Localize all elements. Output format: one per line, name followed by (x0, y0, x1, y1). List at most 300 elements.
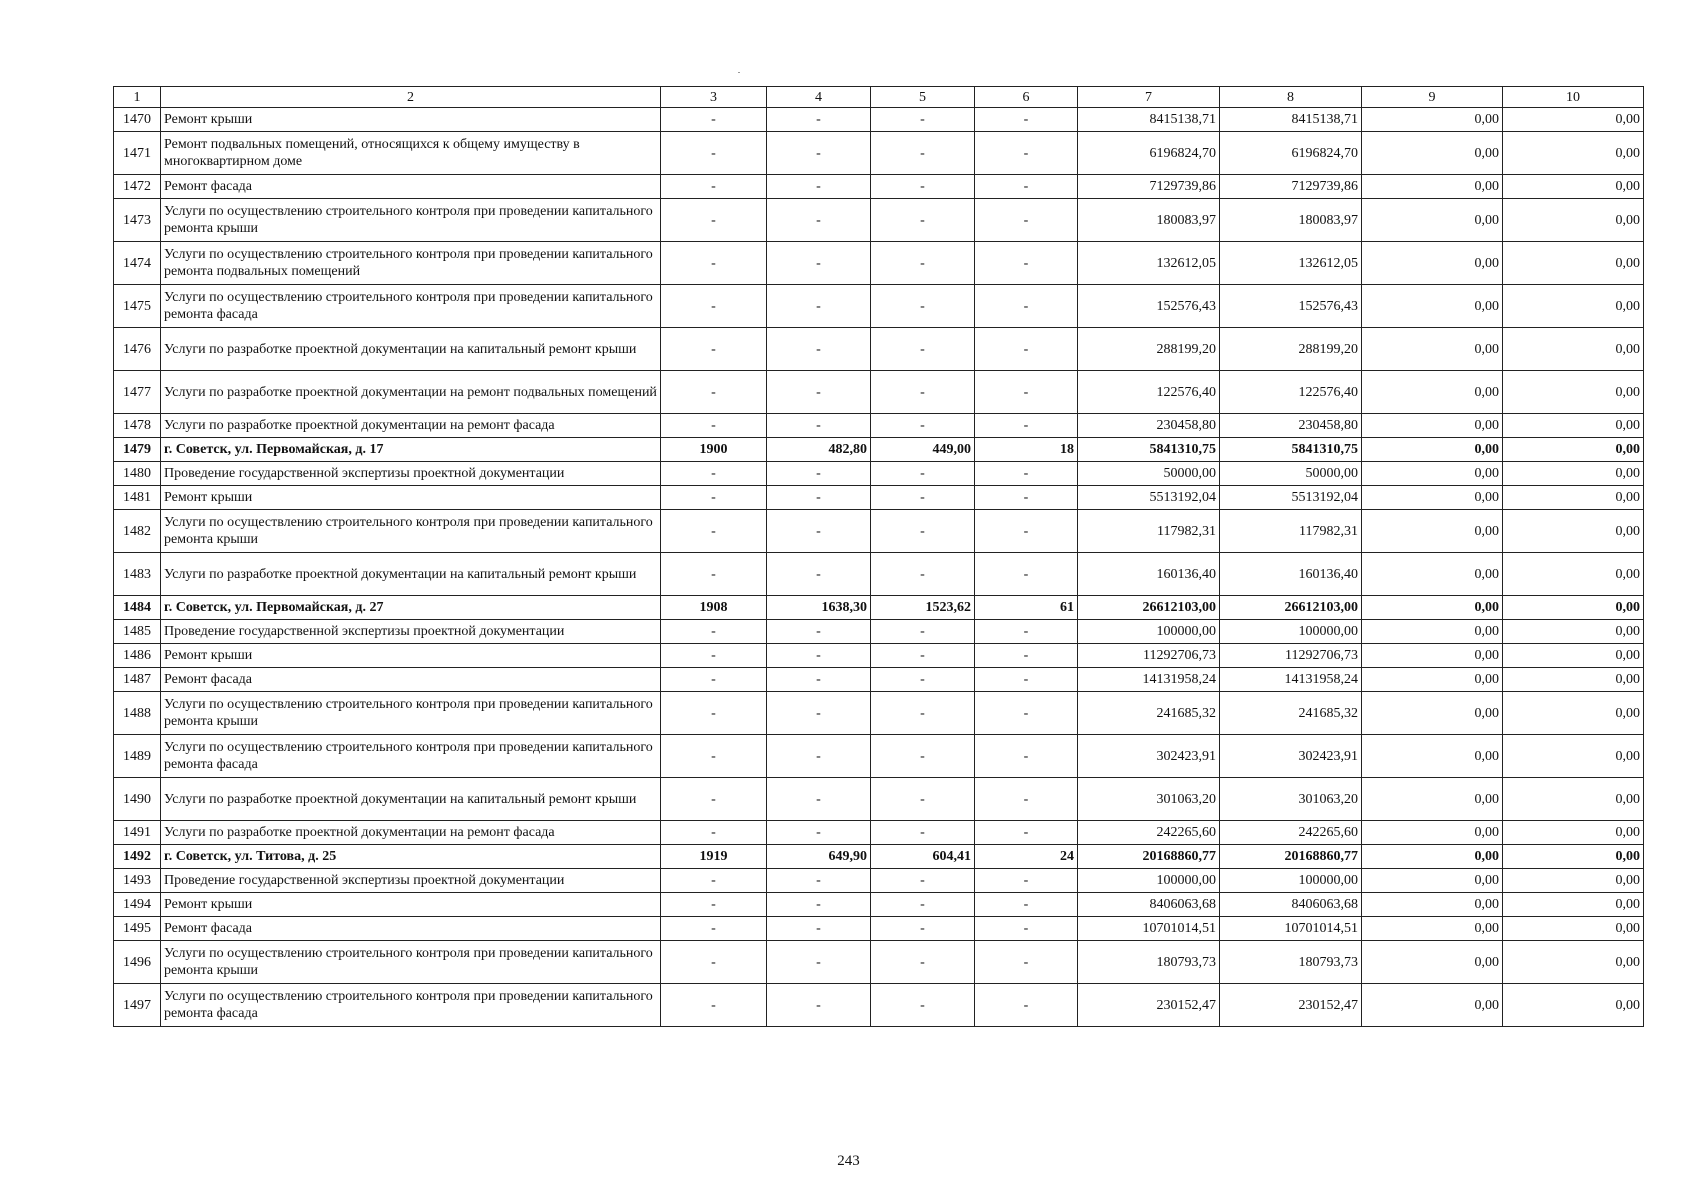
area-cell: - (767, 869, 871, 893)
cost-budget-cell: 0,00 (1362, 692, 1503, 735)
cost-other-cell: 0,00 (1503, 644, 1644, 668)
living-area-cell: - (871, 553, 975, 596)
year-cell: - (661, 869, 767, 893)
table-row (114, 553, 1644, 596)
cost-fund-cell: 10701014,51 (1220, 917, 1362, 941)
area-cell: - (767, 328, 871, 371)
cost-total-cell: 8415138,71 (1078, 108, 1220, 132)
cost-fund-cell: 241685,32 (1220, 692, 1362, 735)
residents-cell: - (975, 778, 1078, 821)
description-cell: Ремонт крыши (161, 644, 661, 668)
living-area-cell: - (871, 285, 975, 328)
table-row (114, 893, 1644, 917)
cost-fund-cell: 288199,20 (1220, 328, 1362, 371)
cost-total-cell: 122576,40 (1078, 371, 1220, 414)
residents-cell: - (975, 462, 1078, 486)
year-cell: - (661, 510, 767, 553)
cost-budget-cell: 0,00 (1362, 984, 1503, 1027)
row-number-cell: 1487 (114, 668, 161, 692)
living-area-cell: - (871, 917, 975, 941)
residents-cell: - (975, 486, 1078, 510)
row-number-cell: 1490 (114, 778, 161, 821)
year-cell: - (661, 917, 767, 941)
cost-other-cell: 0,00 (1503, 132, 1644, 175)
table-row (114, 984, 1644, 1027)
capital-repair-table (113, 86, 1644, 1027)
description-cell: Услуги по осуществлению строительного контроля при проведении капитального ремонта фасада (161, 984, 661, 1027)
year-cell: - (661, 778, 767, 821)
cost-other-cell: 0,00 (1503, 510, 1644, 553)
living-area-cell: - (871, 735, 975, 778)
cost-budget-cell: 0,00 (1362, 175, 1503, 199)
year-cell: - (661, 242, 767, 285)
cost-budget-cell: 0,00 (1362, 869, 1503, 893)
table-body (114, 108, 1644, 1027)
cost-other-cell: 0,00 (1503, 486, 1644, 510)
table-row (114, 462, 1644, 486)
living-area-cell: - (871, 668, 975, 692)
cost-fund-cell: 8415138,71 (1220, 108, 1362, 132)
cost-budget-cell: 0,00 (1362, 941, 1503, 984)
column-header: 8 (1220, 87, 1362, 108)
cost-total-cell: 7129739,86 (1078, 175, 1220, 199)
year-cell: - (661, 462, 767, 486)
area-cell: - (767, 917, 871, 941)
residents-cell: 24 (975, 845, 1078, 869)
living-area-cell: - (871, 984, 975, 1027)
year-cell: - (661, 199, 767, 242)
cost-total-cell: 50000,00 (1078, 462, 1220, 486)
description-cell: Услуги по разработке проектной документации на капитальный ремонт крыши (161, 328, 661, 371)
description-cell: Услуги по разработке проектной документации на ремонт фасада (161, 414, 661, 438)
living-area-cell: - (871, 510, 975, 553)
row-number-cell: 1489 (114, 735, 161, 778)
document-sheet (113, 86, 1643, 1027)
year-cell: - (661, 553, 767, 596)
cost-other-cell: 0,00 (1503, 778, 1644, 821)
table-row (114, 869, 1644, 893)
residents-cell: - (975, 692, 1078, 735)
year-cell: - (661, 132, 767, 175)
table-row (114, 175, 1644, 199)
cost-total-cell: 180083,97 (1078, 199, 1220, 242)
cost-total-cell: 26612103,00 (1078, 596, 1220, 620)
cost-other-cell: 0,00 (1503, 242, 1644, 285)
year-cell: - (661, 735, 767, 778)
area-cell: - (767, 893, 871, 917)
column-header: 10 (1503, 87, 1644, 108)
year-cell: - (661, 486, 767, 510)
cost-fund-cell: 14131958,24 (1220, 668, 1362, 692)
cost-total-cell: 180793,73 (1078, 941, 1220, 984)
row-number-cell: 1482 (114, 510, 161, 553)
cost-budget-cell: 0,00 (1362, 620, 1503, 644)
description-cell: Услуги по разработке проектной документации на капитальный ремонт крыши (161, 778, 661, 821)
living-area-cell: - (871, 692, 975, 735)
area-cell: - (767, 486, 871, 510)
cost-other-cell: 0,00 (1503, 984, 1644, 1027)
cost-other-cell: 0,00 (1503, 553, 1644, 596)
living-area-cell: - (871, 486, 975, 510)
cost-total-cell: 6196824,70 (1078, 132, 1220, 175)
cost-fund-cell: 100000,00 (1220, 620, 1362, 644)
table-row (114, 917, 1644, 941)
row-number-cell: 1476 (114, 328, 161, 371)
row-number-cell: 1495 (114, 917, 161, 941)
page-number: 243 (837, 1153, 860, 1169)
cost-fund-cell: 230458,80 (1220, 414, 1362, 438)
table-row (114, 692, 1644, 735)
cost-fund-cell: 117982,31 (1220, 510, 1362, 553)
cost-total-cell: 100000,00 (1078, 620, 1220, 644)
residents-cell: - (975, 941, 1078, 984)
cost-total-cell: 5841310,75 (1078, 438, 1220, 462)
row-number-cell: 1477 (114, 371, 161, 414)
row-number-cell: 1496 (114, 941, 161, 984)
year-cell: - (661, 984, 767, 1027)
residents-cell: - (975, 108, 1078, 132)
year-cell: - (661, 668, 767, 692)
column-header: 6 (975, 87, 1078, 108)
year-cell: - (661, 692, 767, 735)
cost-total-cell: 302423,91 (1078, 735, 1220, 778)
residents-cell: 61 (975, 596, 1078, 620)
row-number-cell: 1474 (114, 242, 161, 285)
cost-fund-cell: 302423,91 (1220, 735, 1362, 778)
column-number-row (114, 87, 1644, 108)
description-cell: Услуги по осуществлению строительного контроля при проведении капитального ремонта фасада (161, 735, 661, 778)
cost-other-cell: 0,00 (1503, 620, 1644, 644)
living-area-cell: 449,00 (871, 438, 975, 462)
year-cell: - (661, 893, 767, 917)
cost-other-cell: 0,00 (1503, 462, 1644, 486)
living-area-cell: - (871, 644, 975, 668)
description-cell: г. Советск, ул. Первомайская, д. 17 (161, 438, 661, 462)
cost-total-cell: 160136,40 (1078, 553, 1220, 596)
living-area-cell: - (871, 132, 975, 175)
table-row (114, 735, 1644, 778)
table-row (114, 644, 1644, 668)
cost-other-cell: 0,00 (1503, 175, 1644, 199)
row-number-cell: 1484 (114, 596, 161, 620)
cost-total-cell: 100000,00 (1078, 869, 1220, 893)
cost-budget-cell: 0,00 (1362, 199, 1503, 242)
cost-other-cell: 0,00 (1503, 596, 1644, 620)
address-row (114, 438, 1644, 462)
residents-cell: - (975, 735, 1078, 778)
table-row (114, 285, 1644, 328)
cost-other-cell: 0,00 (1503, 371, 1644, 414)
table-row (114, 414, 1644, 438)
cost-fund-cell: 8406063,68 (1220, 893, 1362, 917)
description-cell: Услуги по осуществлению строительного контроля при проведении капитального ремонта подвальных помещений (161, 242, 661, 285)
cost-total-cell: 242265,60 (1078, 821, 1220, 845)
description-cell: Ремонт фасада (161, 175, 661, 199)
row-number-cell: 1494 (114, 893, 161, 917)
year-cell: - (661, 285, 767, 328)
table-row (114, 510, 1644, 553)
cost-fund-cell: 5513192,04 (1220, 486, 1362, 510)
cost-fund-cell: 100000,00 (1220, 869, 1362, 893)
table-row (114, 668, 1644, 692)
cost-fund-cell: 230152,47 (1220, 984, 1362, 1027)
description-cell: Ремонт крыши (161, 893, 661, 917)
row-number-cell: 1471 (114, 132, 161, 175)
area-cell: - (767, 692, 871, 735)
row-number-cell: 1493 (114, 869, 161, 893)
description-cell: Проведение государственной экспертизы проектной документации (161, 620, 661, 644)
area-cell: 482,80 (767, 438, 871, 462)
description-cell: Ремонт подвальных помещений, относящихся к общему имуществу в многоквартирном доме (161, 132, 661, 175)
row-number-cell: 1470 (114, 108, 161, 132)
area-cell: - (767, 778, 871, 821)
year-cell: - (661, 108, 767, 132)
cost-budget-cell: 0,00 (1362, 893, 1503, 917)
area-cell: - (767, 941, 871, 984)
description-cell: Услуги по осуществлению строительного контроля при проведении капитального ремонта крыши (161, 199, 661, 242)
table-row (114, 108, 1644, 132)
table-row (114, 132, 1644, 175)
column-header: 9 (1362, 87, 1503, 108)
residents-cell: - (975, 132, 1078, 175)
cost-budget-cell: 0,00 (1362, 486, 1503, 510)
row-number-cell: 1475 (114, 285, 161, 328)
description-cell: Ремонт крыши (161, 486, 661, 510)
description-cell: Услуги по разработке проектной документации на ремонт фасада (161, 821, 661, 845)
residents-cell: - (975, 821, 1078, 845)
area-cell: - (767, 132, 871, 175)
area-cell: - (767, 242, 871, 285)
year-cell: - (661, 644, 767, 668)
cost-fund-cell: 26612103,00 (1220, 596, 1362, 620)
table-row (114, 328, 1644, 371)
living-area-cell: - (871, 821, 975, 845)
living-area-cell: - (871, 869, 975, 893)
cost-other-cell: 0,00 (1503, 668, 1644, 692)
residents-cell: - (975, 984, 1078, 1027)
cost-total-cell: 132612,05 (1078, 242, 1220, 285)
row-number-cell: 1483 (114, 553, 161, 596)
cost-other-cell: 0,00 (1503, 821, 1644, 845)
cost-fund-cell: 50000,00 (1220, 462, 1362, 486)
cost-other-cell: 0,00 (1503, 692, 1644, 735)
year-cell: - (661, 620, 767, 644)
cost-fund-cell: 5841310,75 (1220, 438, 1362, 462)
cost-fund-cell: 180083,97 (1220, 199, 1362, 242)
description-cell: г. Советск, ул. Первомайская, д. 27 (161, 596, 661, 620)
living-area-cell: - (871, 414, 975, 438)
cost-other-cell: 0,00 (1503, 328, 1644, 371)
living-area-cell: - (871, 462, 975, 486)
table-row (114, 199, 1644, 242)
living-area-cell: - (871, 242, 975, 285)
cost-fund-cell: 301063,20 (1220, 778, 1362, 821)
cost-other-cell: 0,00 (1503, 285, 1644, 328)
year-cell: - (661, 371, 767, 414)
area-cell: - (767, 108, 871, 132)
cost-budget-cell: 0,00 (1362, 644, 1503, 668)
scan-speck (738, 72, 740, 73)
living-area-cell: - (871, 941, 975, 984)
residents-cell: - (975, 869, 1078, 893)
residents-cell: - (975, 242, 1078, 285)
residents-cell: - (975, 175, 1078, 199)
description-cell: Услуги по осуществлению строительного контроля при проведении капитального ремонта крыши (161, 510, 661, 553)
cost-fund-cell: 11292706,73 (1220, 644, 1362, 668)
cost-budget-cell: 0,00 (1362, 462, 1503, 486)
description-cell: Ремонт фасада (161, 917, 661, 941)
row-number-cell: 1488 (114, 692, 161, 735)
row-number-cell: 1473 (114, 199, 161, 242)
cost-budget-cell: 0,00 (1362, 132, 1503, 175)
description-cell: Ремонт фасада (161, 668, 661, 692)
cost-other-cell: 0,00 (1503, 735, 1644, 778)
column-header: 3 (661, 87, 767, 108)
cost-other-cell: 0,00 (1503, 438, 1644, 462)
cost-fund-cell: 122576,40 (1220, 371, 1362, 414)
cost-budget-cell: 0,00 (1362, 735, 1503, 778)
cost-fund-cell: 7129739,86 (1220, 175, 1362, 199)
residents-cell: - (975, 620, 1078, 644)
cost-budget-cell: 0,00 (1362, 510, 1503, 553)
description-cell: Услуги по осуществлению строительного контроля при проведении капитального ремонта фасада (161, 285, 661, 328)
cost-fund-cell: 6196824,70 (1220, 132, 1362, 175)
cost-fund-cell: 20168860,77 (1220, 845, 1362, 869)
area-cell: - (767, 984, 871, 1027)
column-header: 1 (114, 87, 161, 108)
cost-fund-cell: 242265,60 (1220, 821, 1362, 845)
cost-budget-cell: 0,00 (1362, 414, 1503, 438)
area-cell: - (767, 620, 871, 644)
cost-fund-cell: 180793,73 (1220, 941, 1362, 984)
row-number-cell: 1479 (114, 438, 161, 462)
table-row (114, 620, 1644, 644)
table-row (114, 486, 1644, 510)
area-cell: - (767, 175, 871, 199)
residents-cell: - (975, 328, 1078, 371)
row-number-cell: 1472 (114, 175, 161, 199)
cost-budget-cell: 0,00 (1362, 438, 1503, 462)
cost-budget-cell: 0,00 (1362, 778, 1503, 821)
table-row (114, 242, 1644, 285)
cost-other-cell: 0,00 (1503, 893, 1644, 917)
area-cell: - (767, 285, 871, 328)
cost-other-cell: 0,00 (1503, 845, 1644, 869)
cost-total-cell: 241685,32 (1078, 692, 1220, 735)
table-row (114, 821, 1644, 845)
area-cell: - (767, 553, 871, 596)
year-cell: 1919 (661, 845, 767, 869)
cost-budget-cell: 0,00 (1362, 328, 1503, 371)
row-number-cell: 1492 (114, 845, 161, 869)
cost-total-cell: 117982,31 (1078, 510, 1220, 553)
living-area-cell: - (871, 199, 975, 242)
living-area-cell: - (871, 893, 975, 917)
cost-budget-cell: 0,00 (1362, 845, 1503, 869)
cost-budget-cell: 0,00 (1362, 553, 1503, 596)
address-row (114, 596, 1644, 620)
row-number-cell: 1478 (114, 414, 161, 438)
row-number-cell: 1497 (114, 984, 161, 1027)
cost-other-cell: 0,00 (1503, 869, 1644, 893)
description-cell: Проведение государственной экспертизы проектной документации (161, 869, 661, 893)
residents-cell: - (975, 285, 1078, 328)
cost-total-cell: 8406063,68 (1078, 893, 1220, 917)
residents-cell: - (975, 371, 1078, 414)
cost-budget-cell: 0,00 (1362, 242, 1503, 285)
row-number-cell: 1491 (114, 821, 161, 845)
cost-other-cell: 0,00 (1503, 917, 1644, 941)
row-number-cell: 1485 (114, 620, 161, 644)
description-cell: Проведение государственной экспертизы проектной документации (161, 462, 661, 486)
residents-cell: - (975, 644, 1078, 668)
area-cell: - (767, 199, 871, 242)
year-cell: - (661, 175, 767, 199)
living-area-cell: - (871, 371, 975, 414)
living-area-cell: - (871, 328, 975, 371)
area-cell: - (767, 821, 871, 845)
column-header: 5 (871, 87, 975, 108)
residents-cell: - (975, 893, 1078, 917)
cost-budget-cell: 0,00 (1362, 668, 1503, 692)
residents-cell: - (975, 199, 1078, 242)
cost-total-cell: 288199,20 (1078, 328, 1220, 371)
area-cell: - (767, 371, 871, 414)
description-cell: Услуги по осуществлению строительного контроля при проведении капитального ремонта крыши (161, 941, 661, 984)
cost-total-cell: 301063,20 (1078, 778, 1220, 821)
cost-total-cell: 230458,80 (1078, 414, 1220, 438)
area-cell: - (767, 668, 871, 692)
residents-cell: - (975, 510, 1078, 553)
residents-cell: 18 (975, 438, 1078, 462)
column-header: 4 (767, 87, 871, 108)
cost-total-cell: 5513192,04 (1078, 486, 1220, 510)
cost-fund-cell: 160136,40 (1220, 553, 1362, 596)
column-header: 7 (1078, 87, 1220, 108)
table-row (114, 778, 1644, 821)
cost-total-cell: 20168860,77 (1078, 845, 1220, 869)
description-cell: Услуги по осуществлению строительного контроля при проведении капитального ремонта крыши (161, 692, 661, 735)
cost-budget-cell: 0,00 (1362, 917, 1503, 941)
living-area-cell: - (871, 108, 975, 132)
living-area-cell: - (871, 175, 975, 199)
cost-budget-cell: 0,00 (1362, 108, 1503, 132)
cost-other-cell: 0,00 (1503, 941, 1644, 984)
living-area-cell: - (871, 778, 975, 821)
row-number-cell: 1481 (114, 486, 161, 510)
residents-cell: - (975, 668, 1078, 692)
year-cell: - (661, 941, 767, 984)
cost-total-cell: 152576,43 (1078, 285, 1220, 328)
residents-cell: - (975, 553, 1078, 596)
area-cell: - (767, 510, 871, 553)
cost-total-cell: 11292706,73 (1078, 644, 1220, 668)
area-cell: - (767, 414, 871, 438)
residents-cell: - (975, 917, 1078, 941)
cost-fund-cell: 132612,05 (1220, 242, 1362, 285)
table-row (114, 941, 1644, 984)
description-cell: Услуги по разработке проектной документации на ремонт подвальных помещений (161, 371, 661, 414)
cost-budget-cell: 0,00 (1362, 596, 1503, 620)
description-cell: Услуги по разработке проектной документации на капитальный ремонт крыши (161, 553, 661, 596)
description-cell: г. Советск, ул. Титова, д. 25 (161, 845, 661, 869)
residents-cell: - (975, 414, 1078, 438)
cost-budget-cell: 0,00 (1362, 285, 1503, 328)
cost-total-cell: 14131958,24 (1078, 668, 1220, 692)
living-area-cell: 604,41 (871, 845, 975, 869)
living-area-cell: 1523,62 (871, 596, 975, 620)
cost-budget-cell: 0,00 (1362, 821, 1503, 845)
